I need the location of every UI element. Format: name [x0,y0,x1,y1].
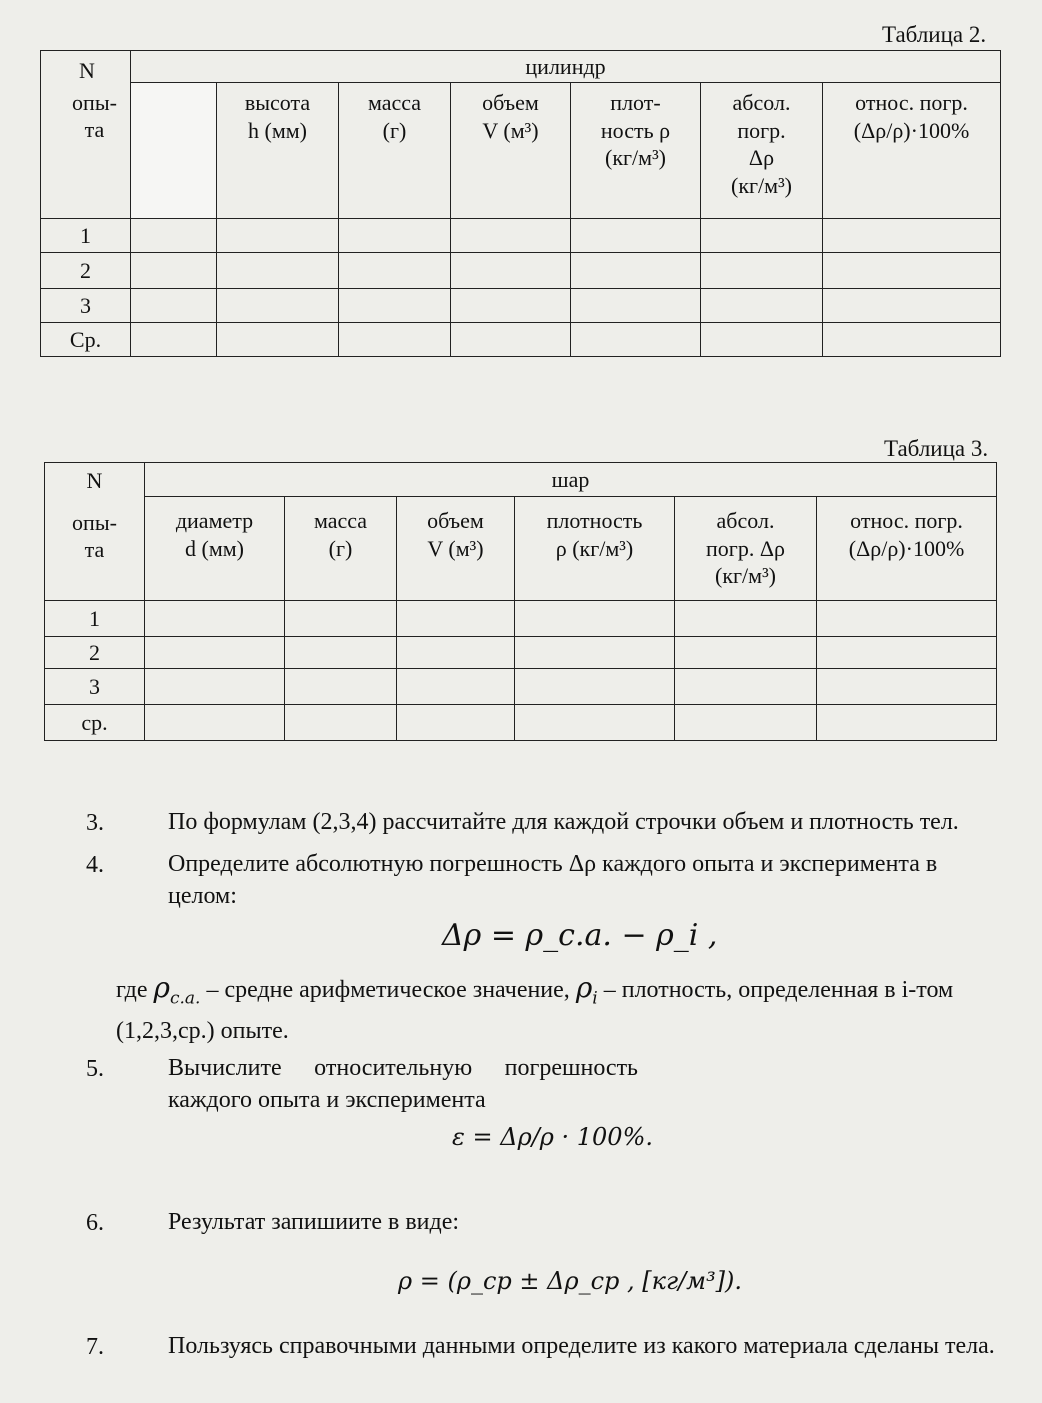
table-row [41,219,1001,253]
where-text-part1: где [116,977,148,1003]
table3-corner-top: N [86,468,103,493]
table2-row-label: 1 [41,219,131,253]
table2-col-volume: объем V (м³) [451,83,571,219]
rho-mean-symbol: $\rho_{с.а.}$ [153,971,201,1009]
table-row [41,323,1001,357]
rel-error-formula-text: ε = Δρ/ρ · 100%. [452,1123,654,1151]
table3-row-label: ср. [45,705,145,741]
table3-corner-bottom: опы- та [72,509,117,562]
table3 [44,462,997,741]
rel-error-formula [452,1118,653,1153]
result-formula-text: ρ = (ρ_ср ± Δρ_ср , [кг/м³]). [398,1267,743,1295]
where-text-part2: – средне арифметическое значение, [206,977,570,1003]
table3-caption: Таблица 3. [884,436,989,461]
step-6-number: 6. [86,1210,104,1236]
abs-error-formula: Δρ = ρ_с.а. − ρ_i , [442,918,718,953]
step-5-number: 5. [86,1056,104,1082]
table2-corner-bottom: опы- та [72,89,117,142]
result-formula [398,1262,742,1297]
table3-col-abs-error: абсол. погр. Δρ (кг/м³) [675,497,817,601]
rho-i-symbol: $\rho_i$ [575,971,598,1009]
table3-col-diameter: диаметр d (мм) [145,497,285,601]
table-row [45,669,997,705]
step-5-text: Вычислите относительную погрешность каждого опыта и эксперимента [168,1055,638,1113]
table2-corner [41,51,131,219]
table-row [45,705,997,741]
where-explanation [116,972,1026,1047]
table3-col-density: плотность ρ (кг/м³) [515,497,675,601]
table2-col-density: плот- ность ρ (кг/м³) [571,83,701,219]
table3-row-label: 1 [45,601,145,637]
table-row [45,601,997,637]
table3-col-volume: объем V (м³) [397,497,515,601]
table3-col-rel-error: относ. погр. (Δρ/ρ)·100% [817,497,997,601]
table2-row-label: Ср. [41,323,131,357]
table3-group-header: шар [145,463,997,497]
table2-row-label: 3 [41,289,131,323]
table2-blank-column [131,83,217,219]
step-3-text: По формулам (2,3,4) рассчитайте для каждой строчки объем и плотность тел. [168,809,959,835]
table2-col-mass: масса (г) [339,83,451,219]
step-4-number: 4. [86,852,104,878]
step-6-text: Результат запишиите в виде: [168,1209,460,1235]
step-7-number: 7. [86,1334,104,1360]
table2-col-height: высота h (мм) [217,83,339,219]
table3-row-label: 2 [45,637,145,669]
table-row [41,253,1001,289]
table3-corner [45,463,145,601]
table2-col-abs-error: абсол. погр. Δρ (кг/м³) [701,83,823,219]
table3-col-mass: масса (г) [285,497,397,601]
table2-caption: Таблица 2. [882,22,987,47]
table3-row-label: 3 [45,669,145,705]
step-4-text: Определите абсолютную погрешность Δρ каждого опыта и эксперимента в целом: [168,851,938,909]
table2-corner-top: N [79,58,95,83]
step-7-text: Пользуясь справочными данными определите из какого материала сделаны тела. [168,1333,995,1359]
where-text-part3: – плотность, определенная в i-том (1,2,3,ср.) опыте. [116,977,954,1044]
table2 [40,50,1001,357]
table-row [41,289,1001,323]
table2-row-label: 2 [41,253,131,289]
table2-group-header: цилиндр [131,51,1001,83]
table-row [45,637,997,669]
step-3-number: 3. [86,810,104,836]
table2-col-rel-error: относ. погр. (Δρ/ρ)·100% [823,83,1001,219]
